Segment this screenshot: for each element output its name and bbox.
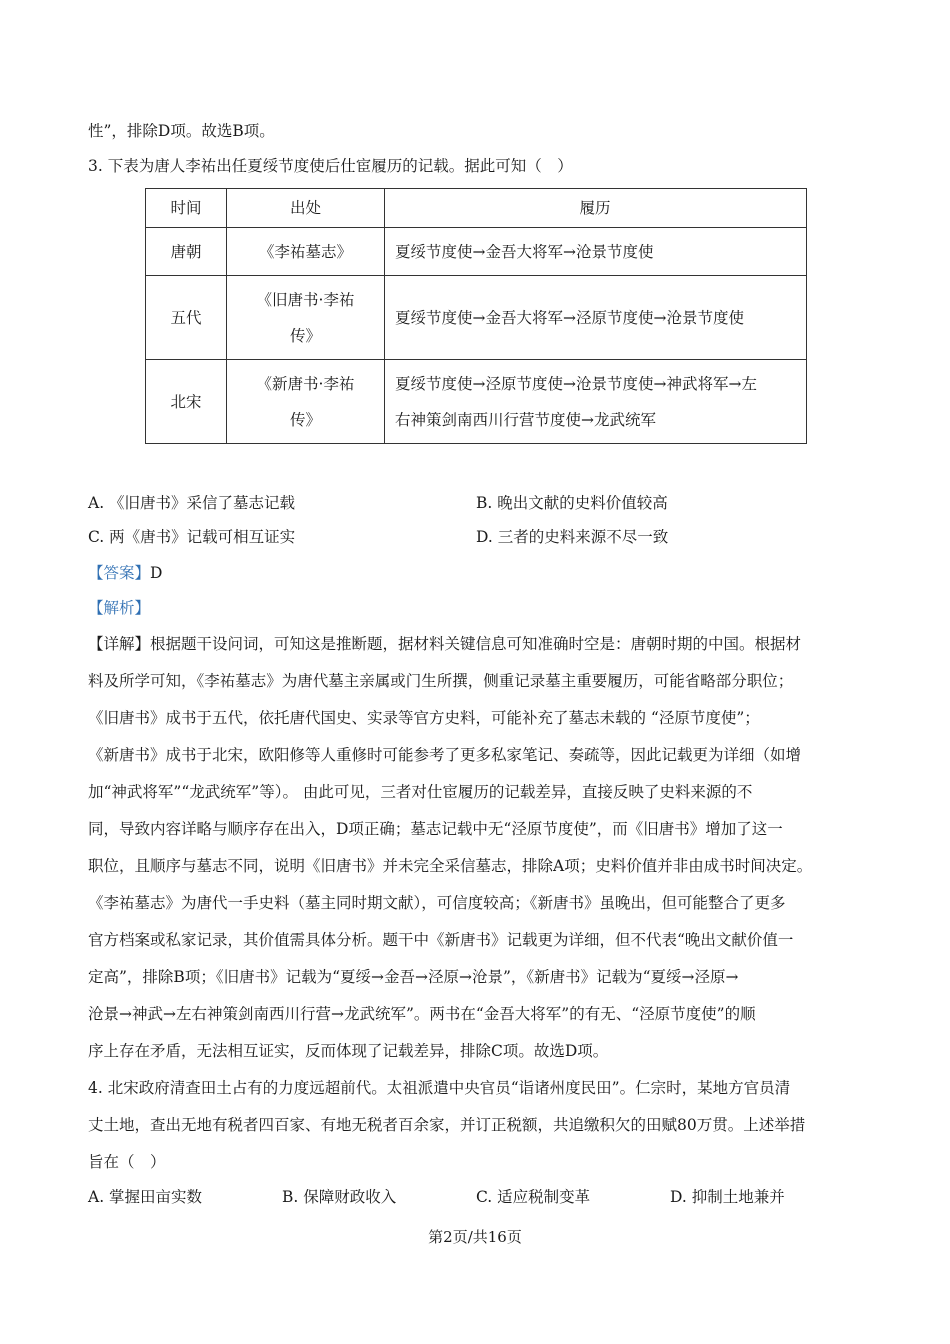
detail-line: 定高”，排除B项；《旧唐书》记载为“夏绥→金吾→泾原→沧景”，《新唐书》记载为“夏绥→泾原→ [88, 968, 739, 986]
detail-line: 官方档案或私家记录，其价值需具体分析。题干中《新唐书》记载更为详细，但不代表“晚出文献价值一 [88, 931, 794, 949]
detail-line: 沧景→神武→左右神策剑南西川行营→龙武统军”。两书在“金吾大将军”的有无、“泾原节度使”的顺 [88, 1005, 756, 1023]
cell-period: 唐朝 [146, 228, 227, 276]
detail-line: 同，导致内容详略与顺序存在出入，D项正确；墓志记载中无“泾原节度使”，而《旧唐书》增加了这一 [88, 820, 783, 838]
q4-option-a: A. 掌握田亩实数 [88, 1188, 203, 1206]
q3-option-d: D. 三者的史料来源不尽一致 [476, 528, 669, 546]
q4-option-c: C. 适应税制变革 [476, 1188, 591, 1206]
answer-tag: 【答案】 [88, 564, 151, 582]
q3-option-a: A. 《旧唐书》采信了墓志记载 [88, 494, 296, 512]
detail-line: 【详解】根据题干设问词，可知这是推断题，据材料关键信息可知准确时空是：唐朝时期的中国。根据材 [88, 635, 802, 653]
detail-line: 《新唐书》成书于北宋，欧阳修等人重修时可能参考了更多私家笔记、奏疏等，因此记载更为详细（如增 [88, 746, 802, 764]
cell-career [385, 228, 807, 276]
detail-line: 职位，且顺序与墓志不同，说明《旧唐书》并未完全采信墓志，排除A项；史料价值并非由成书时间决定。 [88, 857, 813, 875]
header-career: 履历 [385, 189, 807, 228]
page-number-footer: 第2页/共16页 [428, 1228, 522, 1246]
question-3-stem: 3. 下表为唐人李祐出任夏绥节度使后仕宦履历的记载。据此可知（ ） [88, 157, 573, 175]
career-line-1: 夏绥节度使→金吾大将军→沧景节度使 [395, 242, 654, 261]
answer-value: D [150, 564, 163, 582]
cell-source [227, 360, 385, 444]
question-4-stem-line: 4. 北宋政府清查田土占有的力度远超前代。太祖派遣中央官员“诣诸州度民田”。仁宗时，某地方官员清 [88, 1079, 791, 1097]
source-line-1: 《旧唐书·李祐 [256, 290, 355, 309]
detail-line: 加“神武将军”“龙武统军”等）。 由此可见，三者对仕宦履历的记载差异，直接反映了史料来源的不 [88, 783, 753, 801]
previous-answer-fragment: 性”，排除D项。故选B项。 [88, 122, 275, 140]
career-line-1: 夏绥节度使→泾原节度使→沧景节度使→神武将军→左 [395, 374, 757, 393]
q4-option-d: D. 抑制土地兼并 [670, 1188, 785, 1206]
analysis-tag: 【解析】 [88, 599, 151, 617]
header-source: 出处 [227, 189, 385, 228]
detail-line: 《李祐墓志》为唐代一手史料（墓主同时期文献），可信度较高；《新唐书》虽晚出，但可能整合了更多 [88, 894, 786, 912]
cell-career [385, 360, 807, 444]
source-line-1: 《新唐书·李祐 [256, 374, 355, 393]
career-line-2: 右神策剑南西川行营节度使→龙武统军 [395, 410, 656, 429]
cell-career [385, 276, 807, 360]
table-row [146, 360, 807, 444]
table-row [146, 228, 807, 276]
detail-line: 料及所学可知，《李祐墓志》为唐代墓主亲属或门生所撰，侧重记录墓主重要履历，可能省略部分职位； [88, 672, 794, 690]
career-table [145, 188, 807, 444]
cell-source [227, 276, 385, 360]
detail-line: 《旧唐书》成书于五代，依托唐代国史、实录等官方史料，可能补充了墓志未载的 “泾原节度使”； [88, 709, 760, 727]
table-header-row [146, 189, 807, 228]
q4-option-b: B. 保障财政收入 [282, 1188, 397, 1206]
question-4-stem-line: 丈土地，查出无地有税者四百家、有地无税者百余家，并订正税额，共追缴积欠的田赋80万贯。上述举措 [88, 1116, 806, 1134]
career-line-1: 夏绥节度使→金吾大将军→泾原节度使→沧景节度使 [395, 308, 744, 327]
table-row [146, 276, 807, 360]
q3-option-c: C. 两《唐书》记载可相互证实 [88, 528, 296, 546]
detail-line: 序上存在矛盾，无法相互证实，反而体现了记载差异，排除C项。故选D项。 [88, 1042, 609, 1060]
source-line-2: 传》 [289, 410, 321, 429]
cell-source [227, 228, 385, 276]
answer-line [88, 562, 162, 584]
detail-tag: 【详解】 [88, 635, 151, 653]
source-line-2: 传》 [289, 326, 321, 345]
cell-period: 北宋 [146, 360, 227, 444]
question-4-stem-line: 旨在（ ） [88, 1153, 166, 1171]
header-time: 时间 [146, 189, 227, 228]
cell-period: 五代 [146, 276, 227, 360]
source-line-1: 《李祐墓志》 [258, 242, 352, 261]
q3-option-b: B. 晚出文献的史料价值较高 [476, 494, 668, 512]
